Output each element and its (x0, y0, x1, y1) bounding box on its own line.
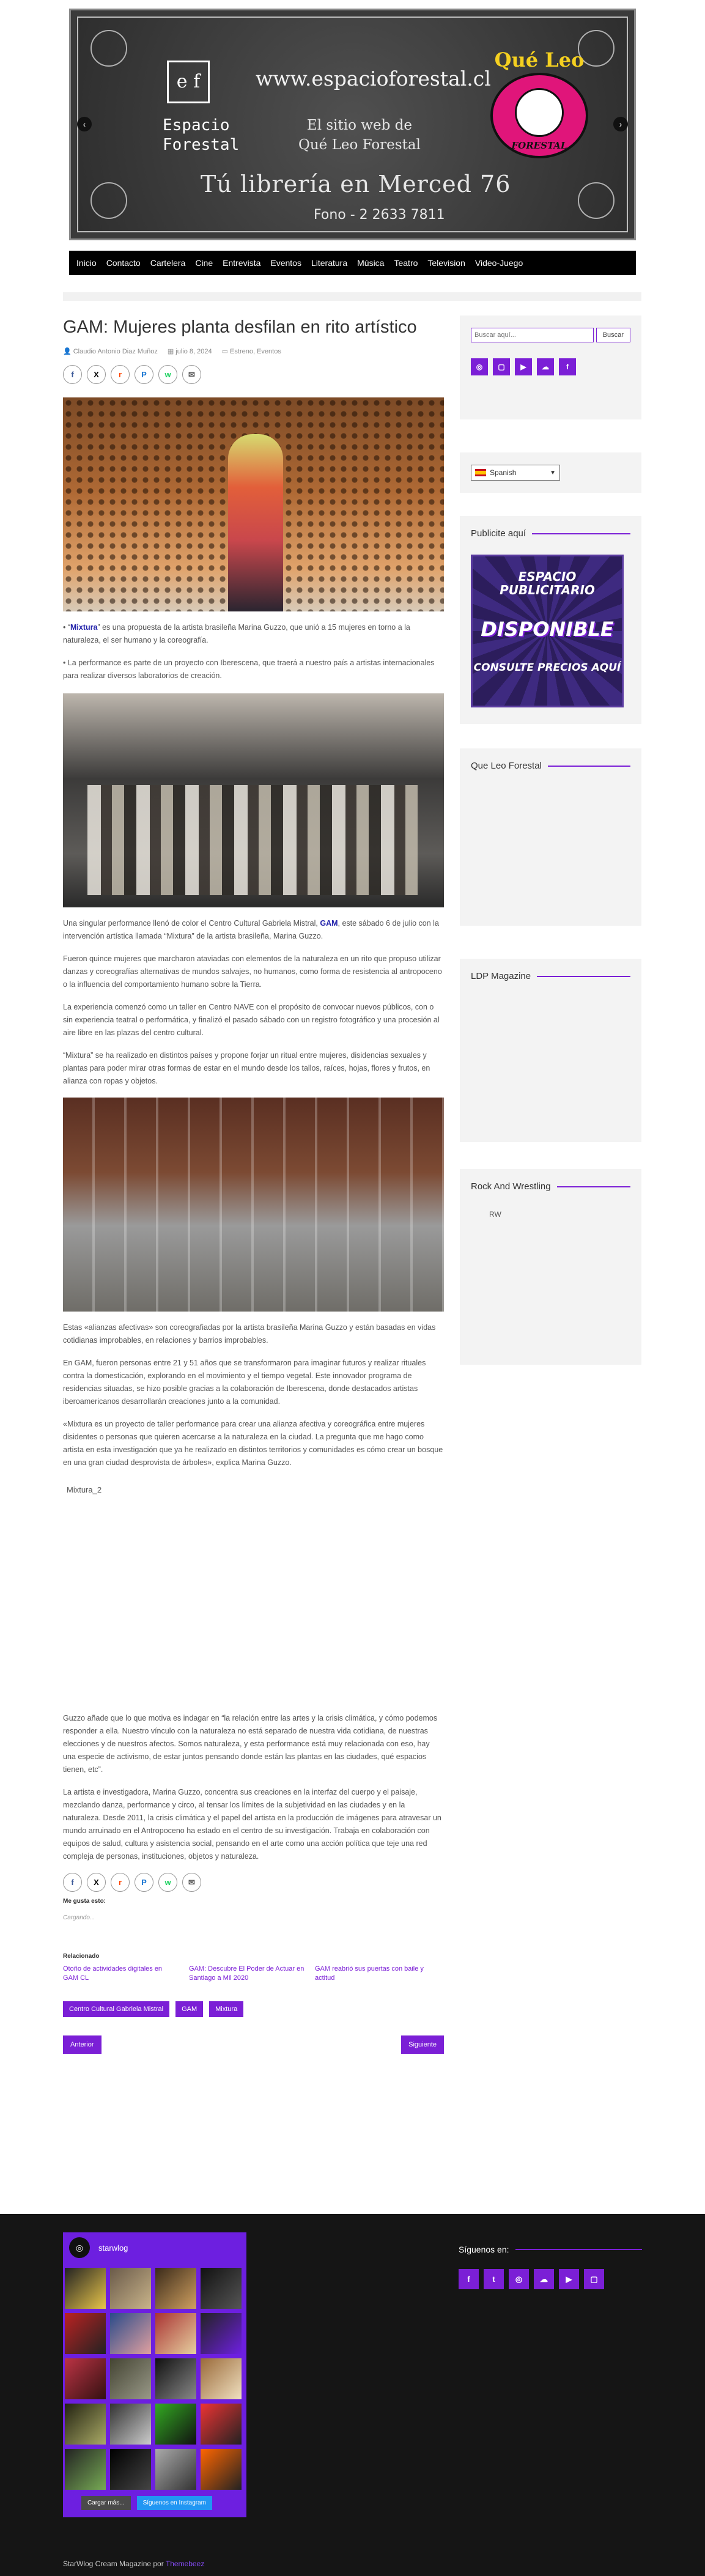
follow-instagram-button[interactable]: Síguenos en Instagram (137, 2496, 212, 2510)
share-buttons (63, 365, 444, 384)
post-pagination (63, 2035, 444, 2055)
post-categories: Estreno, Eventos (230, 348, 281, 355)
main-nav (69, 251, 636, 275)
site-footer (0, 2214, 705, 2576)
twitch-icon[interactable]: ▢ (584, 2269, 604, 2289)
next-post-button[interactable]: Siguiente (401, 2035, 444, 2054)
article-paragraph: Guzzo añade que lo que motiva es indagar en “la relación entre las artes y la crisis climática, y cómo podemos responder a ella. Nuestro vínculo con la naturaleza no está separado de nuestra vida cotidiana, de nuestras elecciones y de nuestros afectos. Somos naturaleza, y esta performance está muy relacionada con eso, hay una especie de activismo, de estar juntos pensando donde están las plantas en las ciudades, qué espacios tienen, etc”. (63, 1714, 438, 1774)
slider-prev-icon[interactable]: ‹ (77, 117, 92, 131)
title-divider (548, 766, 630, 767)
loading-text: Cargando... (63, 1914, 95, 1921)
ldp-widget (460, 959, 641, 1142)
author-name: Claudio Antonio Diaz Muñoz (73, 348, 158, 355)
twitter-icon[interactable]: t (484, 2269, 504, 2289)
nav-item-cine[interactable]: Cine (195, 258, 213, 268)
feed-header[interactable] (63, 2232, 246, 2263)
facebook-share-icon[interactable]: f (63, 365, 82, 384)
email-share-icon[interactable]: ✉ (182, 1873, 201, 1892)
logo-line: Forestal (163, 136, 240, 154)
follow-widget (459, 2245, 642, 2289)
nav-item-cartelera[interactable]: Cartelera (150, 258, 186, 268)
search-input[interactable] (471, 328, 594, 342)
language-widget (460, 452, 641, 493)
article-photo (63, 1098, 444, 1312)
breadcrumb-bar (63, 292, 641, 301)
nav-item-entrevista[interactable]: Entrevista (223, 258, 261, 268)
related-heading: Relacionado (63, 1953, 100, 1960)
feed-thumbnail[interactable] (110, 2268, 151, 2309)
slider-next-icon[interactable]: › (613, 117, 628, 131)
ad-main-text: DISPONIBLE (481, 618, 614, 641)
pinterest-share-icon[interactable]: P (135, 365, 153, 384)
article-photo (63, 397, 444, 611)
embedded-media-label[interactable]: Mixtura_2 (67, 1485, 102, 1494)
facebook-icon[interactable]: f (559, 358, 576, 375)
feed-thumbnail[interactable] (65, 2268, 106, 2309)
reddit-share-icon[interactable]: r (111, 1873, 130, 1892)
spain-flag-icon (475, 469, 486, 476)
soundcloud-icon[interactable]: ☁ (534, 2269, 554, 2289)
related-post-link[interactable]: Otoño de actividades digitales en GAM CL (63, 1965, 163, 1982)
feed-thumbnail[interactable] (201, 2268, 242, 2309)
instagram-feed (63, 2232, 246, 2517)
search-form (471, 328, 630, 342)
title-divider (532, 533, 630, 534)
que-leo-widget (460, 748, 641, 926)
feed-thumbnail[interactable] (201, 2358, 242, 2399)
nav-item-contacto[interactable]: Contacto (106, 258, 141, 268)
paragraph-text: Una singular performance llenó de color el Centro Cultural Gabriela Mistral, (63, 919, 320, 928)
highlight-text: Mixtura (70, 623, 98, 632)
feed-thumbnail[interactable] (65, 2313, 106, 2354)
site-logo-text (163, 116, 239, 155)
footer-credit (63, 2559, 204, 2568)
highlight-text: GAM (320, 919, 338, 928)
banner-subtitle-line: El sitio web de (306, 117, 412, 133)
embedded-media[interactable] (63, 1494, 444, 1702)
instagram-icon: ◎ (69, 2237, 90, 2258)
tag-link[interactable]: Mixtura (209, 2001, 243, 2017)
tag-link[interactable]: GAM (175, 2001, 203, 2017)
building-canopy (63, 1098, 444, 1312)
feed-thumbnail[interactable] (155, 2313, 196, 2354)
ad-widget (460, 516, 641, 724)
related-post-link[interactable]: GAM: Descubre El Poder de Actuar en Santiago a Mil 2020 (189, 1965, 305, 1982)
feed-actions (81, 2496, 212, 2510)
nav-item-literatura[interactable]: Literatura (311, 258, 348, 268)
feed-thumbnail[interactable] (155, 2404, 196, 2445)
youtube-icon[interactable]: ▶ (515, 358, 532, 375)
que-leo-badge (487, 48, 591, 158)
ornament-icon (90, 30, 127, 67)
badge-title: Qué Leo (494, 48, 585, 72)
instagram-icon[interactable]: ◎ (471, 358, 488, 375)
banner-tagline: Tú librería en Merced 76 (201, 171, 511, 197)
credit-text: StarWlog Cream Magazine por (63, 2559, 166, 2568)
author-meta[interactable] (63, 347, 158, 355)
feed-thumbnail[interactable] (65, 2449, 106, 2490)
email-share-icon[interactable]: ✉ (182, 365, 201, 384)
article-paragraph: “Mixtura” se ha realizado en distintos países y propone forjar un ritual entre mujeres, disidencias sexuales y plantas para poder mirar otras formas de estar en el mundo desde los tallos, raíces, hojas, flores y frutos, en alianza con ropas y objetos. (63, 1051, 430, 1085)
feed-thumbnail[interactable] (65, 2358, 106, 2399)
widget-title-text: Que Leo Forestal (471, 761, 542, 771)
related-post-link[interactable]: GAM reabrió sus puertas con baile y actitud (315, 1965, 424, 1982)
badge-subtitle: FORESTAL (511, 140, 567, 151)
user-icon: 👤 (63, 348, 72, 355)
article-paragraph: Estas «alianzas afectivas» son coreografiadas por la artista brasileña Marina Guzzo y están basadas en vidas cotidianas improbables, en relaciones y barrios improbables. (63, 1323, 436, 1345)
nav-item-television[interactable]: Television (427, 258, 465, 268)
folder-icon: ▭ (221, 348, 229, 355)
feed-thumbnail[interactable] (155, 2358, 196, 2399)
nav-item-video-juego[interactable]: Video-Juego (474, 258, 523, 268)
feed-thumbnail[interactable] (110, 2449, 151, 2490)
date-meta[interactable] (168, 347, 212, 355)
article-paragraph: En GAM, fueron personas entre 21 y 51 años que se transformaron para imaginar futuros y realizar rituales contra la domesticación, explorando en el movimiento y el tiempo vegetal. Este innovador programa de residencias situadas, se hizo posible gracias a la colaboración de Iberescena, donde destacados artistas iberoamericanos desarrollarán creaciones junto a la comunidad. (63, 1359, 426, 1406)
youtube-icon[interactable]: ▶ (559, 2269, 579, 2289)
language-select[interactable] (471, 465, 560, 481)
article (63, 316, 444, 2055)
article-paragraph: La artista e investigadora, Marina Guzzo, concentra sus creaciones en la interfaz del cuerpo y el paisaje, mezclando danza, performance y circo, al tensar los límites de la subjetividad en las ciudades y en la naturaleza. Desde 2011, la crisis climática y el papel del artista en la producción de imágenes para atravesar un mundo arruinado en el Antropoceno ha estado en el centro de su investigación. Trabaja en colaboración con equipos de salud, cultura y asistencia social, pensando en el arte como una acción política que teje una red compleja de personas, instituciones, objetos y naturaleza. (63, 1788, 441, 1861)
article-paragraph: La experiencia comenzó como un taller en Centro NAVE con el propósito de convocar nuevos públicos, con o sin experiencia teatral o performática, y finalizó el pasado sábado con un registro fotográfico y una procesión al aire libre en las plazas del centro cultural. (63, 1003, 440, 1037)
article-paragraph: Fueron quince mujeres que marcharon ataviadas con elementos de la naturaleza en un rito que propuso utilizar danzas y coreografías alternativas de mundos salvajes, no humanos, como forma de resistencia al antropoceno o la influencia del comportamiento humano sobre la Tierra. (63, 954, 442, 989)
feed-thumbnail[interactable] (201, 2404, 242, 2445)
ad-headline: ESPACIO PUBLICITARIO (500, 569, 595, 597)
nav-item-musica[interactable]: Música (357, 258, 385, 268)
load-more-button[interactable]: Cargar más... (81, 2496, 131, 2510)
x-share-icon[interactable]: X (87, 365, 106, 384)
title-divider (537, 976, 630, 977)
article-paragraph: «Mixtura es un proyecto de taller performance para crear una alianza afectiva y coreográfica entre mujeres disidentes o personas que quieren acercarse a la naturaleza en la ciudad. La pregunta que me hago como artista en esta investigación que ya he realizado en distintos territorios y comunidades es cómo crear un bosque en una gran ciudad desprovista de árboles», explica Marina Guzzo. (63, 1420, 443, 1467)
feed-thumbnail[interactable] (110, 2358, 151, 2399)
costumed-performer (228, 434, 283, 611)
tag-list (63, 2001, 444, 2017)
like-label: Me gusta esto: (63, 1898, 106, 1905)
title-divider (515, 2249, 642, 2250)
widget-title (471, 971, 630, 981)
facebook-icon[interactable]: f (459, 2269, 479, 2289)
nav-item-teatro[interactable]: Teatro (394, 258, 418, 268)
twitch-icon[interactable]: ▢ (493, 358, 510, 375)
procession-group (87, 785, 418, 895)
instagram-icon[interactable]: ◎ (509, 2269, 529, 2289)
prev-post-button[interactable]: Anterior (63, 2035, 102, 2054)
ornament-icon (90, 182, 127, 219)
whatsapp-share-icon[interactable]: w (158, 365, 177, 384)
tag-link[interactable]: Centro Cultural Gabriela Mistral (63, 2001, 169, 2017)
x-share-icon[interactable]: X (87, 1873, 106, 1892)
feed-thumbnail[interactable] (201, 2449, 242, 2490)
widget-title (471, 528, 630, 539)
feed-thumbnail[interactable] (110, 2404, 151, 2445)
theme-author-link[interactable]: Themebeez (165, 2559, 205, 2568)
title-divider (557, 1186, 630, 1187)
soundcloud-icon[interactable]: ☁ (537, 358, 554, 375)
paragraph-text: , este sábado 6 de julio con la intervención artística llamada “Mixtura” de la artista brasileña, Marina Guzzo. (63, 919, 439, 940)
search-widget (460, 316, 641, 419)
article-paragraph (63, 917, 444, 943)
rock-wrestling-widget (460, 1169, 641, 1365)
feed-account-name: starwlog (98, 2243, 128, 2253)
whatsapp-share-icon[interactable]: w (158, 1873, 177, 1892)
advertising-banner[interactable] (471, 555, 624, 707)
related-posts (63, 1965, 444, 1983)
header-banner[interactable] (69, 9, 636, 240)
nav-item-inicio[interactable]: Inicio (76, 258, 97, 268)
article-paragraph: • La performance es parte de un proyecto con Iberescena, que traerá a nuestro país a artistas internacionales para realizar diversos laboratorios de creación. (63, 659, 435, 680)
search-button[interactable]: Buscar (596, 328, 630, 342)
banner-phone: Fono - 2 2633 7811 (314, 207, 445, 223)
article-meta (63, 347, 444, 355)
ad-call-to-action: CONSULTE PRECIOS AQUÍ (473, 662, 621, 674)
article-title: GAM: Mujeres planta desfilan en rito artístico (63, 317, 417, 337)
feed-thumbnail[interactable] (155, 2449, 196, 2490)
share-buttons (63, 1873, 444, 1892)
feed-thumbnail[interactable] (201, 2313, 242, 2354)
sidebar-social-icons (471, 358, 630, 375)
feed-thumbnail[interactable] (155, 2268, 196, 2309)
widget-title (471, 761, 630, 771)
logo-line: Espacio (163, 116, 230, 135)
footer-social-icons (459, 2269, 642, 2289)
widget-title (471, 1181, 630, 1192)
badge-face-icon (515, 88, 564, 137)
widget-title-text: LDP Magazine (471, 971, 531, 981)
paragraph-text: ” es una propuesta de la artista brasileña Marina Guzzo, que unió a 15 mujeres en torno a la naturaleza, el ser humano y la coreografía. (63, 623, 410, 644)
category-meta[interactable] (222, 347, 281, 355)
widget-title-text: Síguenos en: (459, 2245, 509, 2254)
reddit-share-icon[interactable]: r (111, 365, 130, 384)
ornament-icon (578, 182, 615, 219)
feed-thumbnail[interactable] (65, 2404, 106, 2445)
widget-title-text: Publicite aquí (471, 528, 526, 539)
banner-subtitle-line: Qué Leo Forestal (298, 137, 421, 153)
banner-url: www.espacioforestal.cl (256, 67, 491, 90)
site-logo-mark: e f (167, 61, 210, 103)
feed-grid (63, 2268, 246, 2490)
language-value: Spanish (490, 468, 517, 477)
widget-title (459, 2245, 642, 2254)
article-photo (63, 693, 444, 907)
facebook-share-icon[interactable]: f (63, 1873, 82, 1892)
article-paragraph: • “Mixtura” es una propuesta de la artista brasileña Marina Guzzo, que unió a 15 mujeres en torno a la naturaleza, el ser humano y la coreografía. (63, 623, 410, 644)
chevron-down-icon: ▼ (550, 469, 556, 476)
feed-thumbnail[interactable] (110, 2313, 151, 2354)
post-date: julio 8, 2024 (175, 348, 212, 355)
banner-subtitle (298, 116, 421, 155)
pinterest-share-icon[interactable]: P (135, 1873, 153, 1892)
banner-frame (77, 17, 628, 232)
calendar-icon: ▦ (167, 348, 174, 355)
nav-item-eventos[interactable]: Eventos (270, 258, 301, 268)
widget-title-text: Rock And Wrestling (471, 1181, 551, 1192)
widget-item[interactable]: RW (489, 1210, 501, 1219)
